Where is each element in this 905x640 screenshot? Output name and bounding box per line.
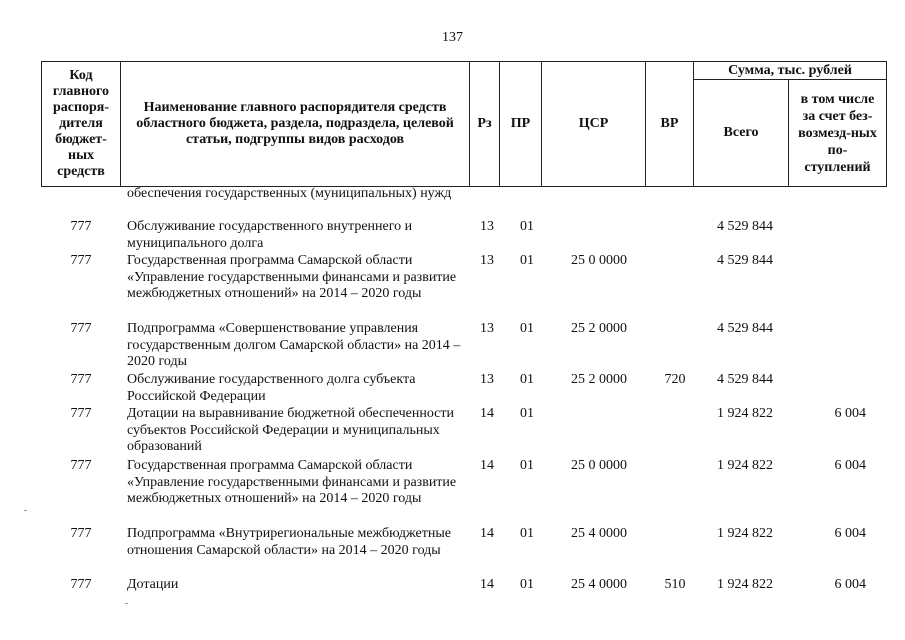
table-body (41, 186, 886, 597)
header-csr: ЦСР (542, 62, 646, 187)
cell-total: 4 529 844 (717, 372, 773, 387)
header-incl-free: в том числе за счет без-возмезд-ных по-ступлений (789, 80, 887, 187)
table-row (41, 321, 886, 372)
cell-total: 1 924 822 (717, 577, 773, 592)
cell-rz: 14 (480, 577, 494, 592)
cell-vr: 510 (664, 577, 686, 592)
cell-code: 777 (70, 253, 92, 268)
header-total: Всего (694, 80, 789, 187)
table-row (41, 372, 886, 406)
table-row (41, 406, 886, 458)
table-row (41, 219, 886, 253)
cell-free: 6 004 (834, 577, 866, 592)
table-row (41, 458, 886, 526)
header-vr: ВР (646, 62, 694, 187)
cell-csr: 25 0 0000 (571, 253, 627, 268)
cell-vr: 720 (664, 372, 686, 387)
cell-code: 777 (70, 458, 92, 473)
table-row (41, 253, 886, 321)
cell-pr: 01 (520, 458, 534, 473)
cell-total: 1 924 822 (717, 406, 773, 421)
header-pr: ПР (500, 62, 542, 187)
header-name: Наименование главного распорядителя средств областного бюджета, раздела, подраздела, целевой статьи, подгруппы видов расходов (121, 62, 470, 187)
cell-name: Государственная программа Самарской области «Управление государственными финансами и развитие межбюджетных отношений» на 2014 – 2020 годы (127, 458, 457, 507)
cell-pr: 01 (520, 321, 534, 336)
cell-name: Подпрограмма «Внутрирегиональные межбюджетные отношения Самарской области» на 2014 – 2020 годы (127, 526, 451, 558)
cell-total: 4 529 844 (717, 321, 773, 336)
cell-code: 777 (70, 321, 92, 336)
cell-total: 4 529 844 (717, 253, 773, 268)
cell-code: 777 (70, 577, 92, 592)
cell-code: 777 (70, 406, 92, 421)
cell-csr: 25 4 0000 (571, 526, 627, 541)
cell-free: 6 004 (834, 458, 866, 473)
cell-rz: 13 (480, 253, 494, 268)
cell-pr: 01 (520, 526, 534, 541)
cell-rz: 14 (480, 406, 494, 421)
cell-name: Государственная программа Самарской области «Управление государственными финансами и развитие межбюджетных отношений» на 2014 – 2020 годы (127, 253, 457, 302)
cell-total: 1 924 822 (717, 458, 773, 473)
cell-csr: 25 0 0000 (571, 458, 627, 473)
header-sum: Сумма, тыс. рублей (694, 62, 887, 80)
cell-free: 6 004 (834, 406, 866, 421)
cell-name: Обслуживание государственного долга субъекта Российской Федерации (127, 372, 416, 404)
table-row (41, 577, 886, 597)
cell-code: 777 (70, 219, 92, 234)
cell-free: 6 004 (834, 526, 866, 541)
cell-total: 1 924 822 (717, 526, 773, 541)
cell-pr: 01 (520, 372, 534, 387)
budget-table-header (41, 61, 887, 187)
cell-csr: 25 4 0000 (571, 577, 627, 592)
cell-pr: 01 (520, 577, 534, 592)
cell-code: 777 (70, 526, 92, 541)
cell-total: 4 529 844 (717, 219, 773, 234)
cell-pr: 01 (520, 406, 534, 421)
cell-name: Дотации (127, 577, 179, 592)
cell-code: 777 (70, 372, 92, 387)
cell-rz: 14 (480, 458, 494, 473)
scan-speck (24, 510, 27, 511)
cell-csr: 25 2 0000 (571, 321, 627, 336)
cell-rz: 13 (480, 321, 494, 336)
cell-rz: 13 (480, 219, 494, 234)
cell-name: Дотации на выравнивание бюджетной обеспеченности субъектов Российской Федерации и муниципальных образований (127, 406, 454, 455)
cell-csr: 25 2 0000 (571, 372, 627, 387)
page-number: 137 (442, 30, 463, 45)
cell-name: Обслуживание государственного внутреннего и муниципального долга (127, 219, 413, 251)
cell-name: обеспечения государственных (муниципальных) нужд (127, 186, 452, 201)
cell-rz: 14 (480, 526, 494, 541)
table-row (41, 526, 886, 577)
cell-pr: 01 (520, 253, 534, 268)
cell-name: Подпрограмма «Совершенствование управления государственным долгом Самарской области» на 2014 – 2020 годы (127, 321, 461, 370)
cell-rz: 13 (480, 372, 494, 387)
scan-speck (125, 603, 128, 604)
header-rz: Рз (470, 62, 500, 187)
header-code: Код главного распоря-дителя бюджет-ных средств (42, 62, 121, 187)
table-row (41, 186, 886, 219)
cell-pr: 01 (520, 219, 534, 234)
